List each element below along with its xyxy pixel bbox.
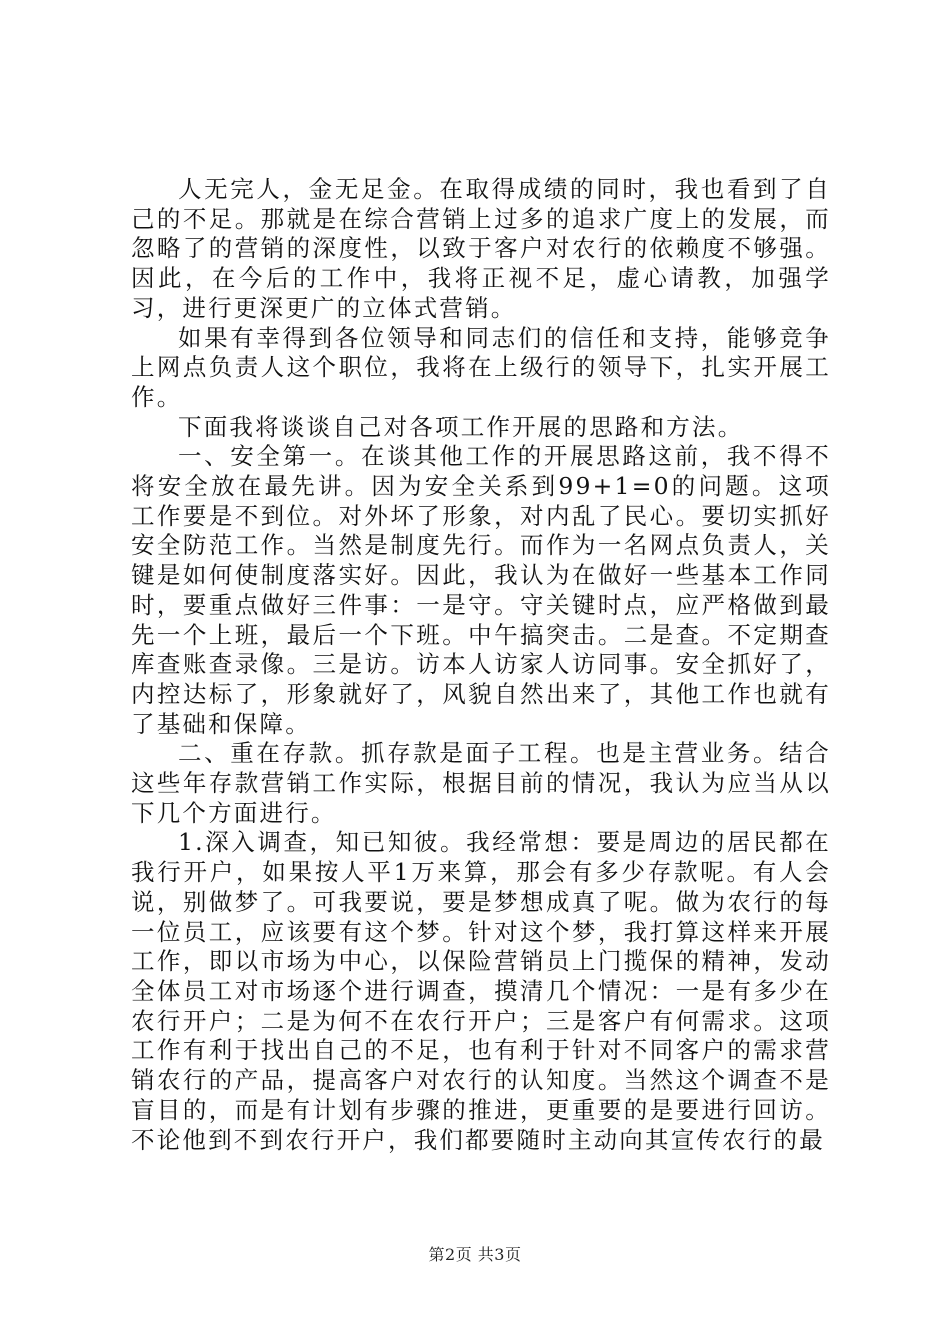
document-body [131,175,831,1155]
paragraph-intro: 下面我将谈谈自己对各项工作开展的思路和方法。 [178,412,744,441]
paragraph-candidacy: 如果有幸得到各位领导和同志们的信任和支持，能够竞争上网点负责人这个职位，我将在上级行的领导下，扎实开展工作。 [131,323,831,411]
paragraph-safety-first: 一、安全第一。在谈其他工作的开展思路这前，我不得不将安全放在最先讲。因为安全关系到99+1=0的问题。这项工作要是不到位。对外坏了形象，对内乱了民心。要切实抓好安全防范工作。当然是制度先行。而作为一名网点负责人，关键是如何使制度落实好。因此，我认为在做好一些基本工作同时，要重点做好三件事：一是守。守关键时点，应严格做到最先一个上班，最后一个下班。中午搞突击。二是查。不定期查库查账查录像。三是访。访本人访家人访同事。安全抓好了，内控达标了，形象就好了，风貌自然出来了，其他工作也就有了基础和保障。 [131,442,831,738]
paragraph-deposits: 二、重在存款。抓存款是面子工程。也是主营业务。结合这些年存款营销工作实际，根据目前的情况，我认为应当从以下几个方面进行。 [131,739,831,827]
paragraph-self-assessment: 人无完人，金无足金。在取得成绩的同时，我也看到了自己的不足。那就是在综合营销上过多的追求广度上的发展，而忽略了的营销的深度性，以致于客户对农行的依赖度不够强。因此，在今后的工作中，我将正视不足，虚心请教，加强学习，进行更深更广的立体式营销。 [131,175,831,322]
paragraph-investigation: 1.深入调查，知已知彼。我经常想：要是周边的居民都在我行开户，如果按人平1万来算，那会有多少存款呢。有人会说，别做梦了。可我要说，要是梦想成真了呢。做为农行的每一位员工，应该要有这个梦。针对这个梦，我打算这样来开展工作，即以市场为中心，以保险营销员上门揽保的精神，发动全体员工对市场逐个进行调查，摸清几个情况：一是有多少在农行开户；二是为何不在农行开户；三是客户有何需求。这项工作有利于找出自己的不足，也有利于针对不同客户的需求营销农行的产品，提高客户对农行的认知度。当然这个调查不是盲目的，而是有计划有步骤的推进，更重要的是要进行回访。不论他到不到农行开户，我们都要随时主动向其宣传农行的最 [131,828,831,1154]
page-footer: 第2页 共3页 [428,1245,522,1264]
